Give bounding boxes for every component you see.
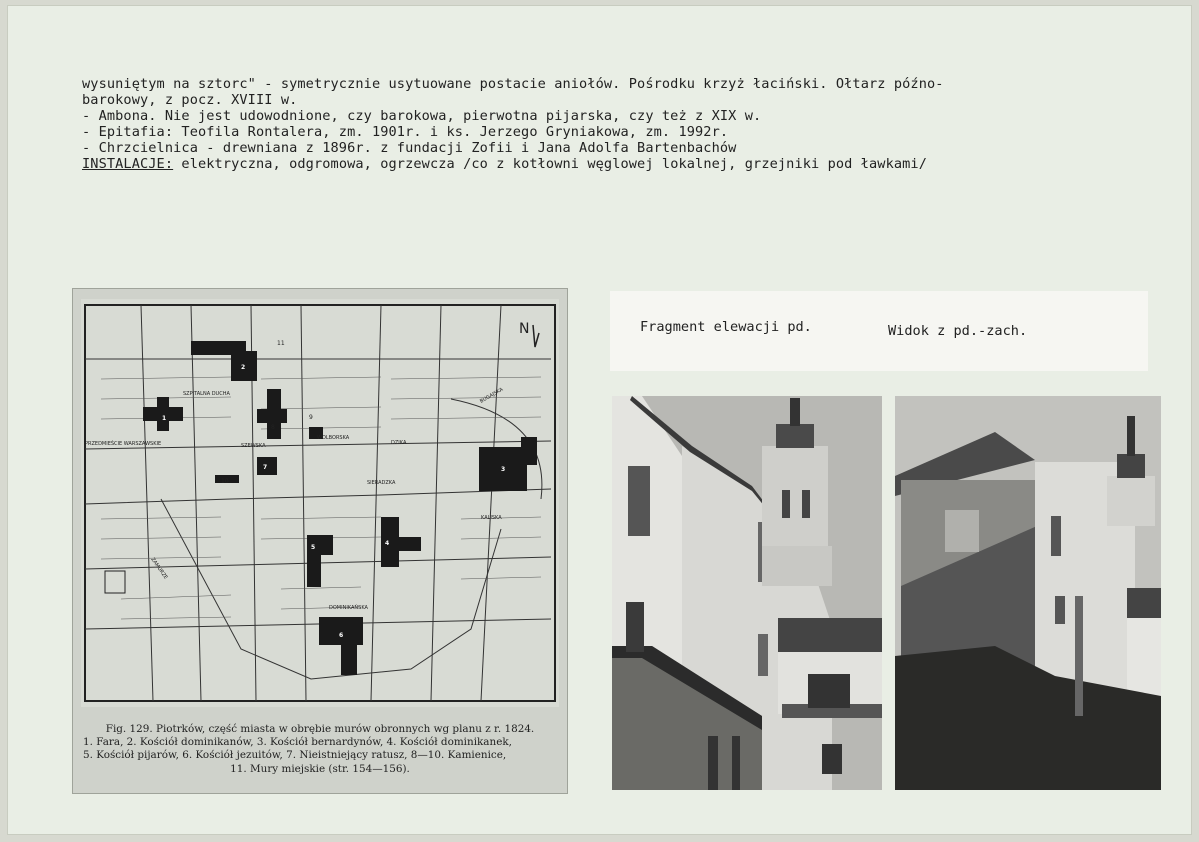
- map-number: 10: [221, 478, 229, 485]
- map-number: 5: [311, 544, 316, 551]
- map-number: 2: [241, 364, 246, 371]
- map-caption: [83, 723, 557, 776]
- document-sheet: [8, 6, 1191, 834]
- caption-line: 5. Kościół pijarów, 6. Kościół jezuitów, 7. Nieistniejący ratusz, 8—10. Kamienice,: [83, 749, 507, 762]
- map-number: 7: [263, 464, 268, 471]
- typed-text-block: [82, 76, 1162, 172]
- caption-line: Fig. 129. Piotrków, część miasta w obrębie murów obronnych wg planu z r. 1824.: [105, 723, 535, 735]
- map-number: 6: [339, 632, 344, 639]
- map-number: 8: [271, 424, 275, 431]
- street-label: BUGAJSKA: [479, 386, 505, 405]
- street-label: DZIKA: [391, 440, 407, 446]
- map-number: 11: [277, 340, 285, 347]
- map-number: 1: [162, 415, 167, 422]
- street-label: ZAMURZE: [149, 556, 169, 581]
- town-plan-map: [81, 299, 559, 707]
- north-mark: N: [519, 321, 530, 337]
- map-number: 3: [501, 466, 506, 473]
- text-line: barokowy, z pocz. XVIII w.: [82, 92, 298, 108]
- town-plan-figure: [72, 288, 568, 794]
- photo-labels-box: [610, 291, 1148, 371]
- street-label: DOMINIKAŃSKA: [329, 605, 368, 611]
- text-line: wysuniętym na sztorc" - symetrycznie usytuowane postacie aniołów. Pośrodku krzyż łaciński. Ołtarz późno-: [82, 76, 944, 92]
- text-line: - Epitafia: Teofila Rontalera, zm. 1901r. i ks. Jerzego Gryniakowa, zm. 1992r.: [82, 124, 729, 140]
- installations-text: elektryczna, odgromowa, ogrzewcza /co z kotłowni węglowej lokalnej, grzejniki pod ławkami/: [173, 156, 927, 172]
- photo-label-right: Widok z pd.-zach.: [888, 323, 1028, 339]
- map-number: 9: [309, 414, 313, 421]
- caption-line: 1. Fara, 2. Kościół dominikanów, 3. Kościół bernardynów, 4. Kościół dominikanek,: [83, 736, 512, 749]
- street-label: WOLBORSKA: [317, 435, 350, 441]
- street-label: SZEWSKA: [241, 443, 266, 449]
- text-line: - Chrzcielnica - drewniana z 1896r. z fundacji Zofii i Jana Adolfa Bartenbachów: [82, 140, 737, 156]
- installations-label: INSTALACJE:: [82, 156, 174, 172]
- text-line: - Ambona. Nie jest udowodnione, czy barokowa, pierwotna pijarska, czy też z XIX w.: [82, 108, 762, 124]
- installations-line: [82, 156, 1162, 172]
- photo-label-left: Fragment elewacji pd.: [640, 319, 812, 335]
- street-label: SIERADZKA: [367, 480, 396, 486]
- map-number: 4: [385, 540, 390, 547]
- caption-line: 11. Mury miejskie (str. 154—156).: [230, 762, 410, 775]
- street-label: SZPITALNA DUCHA: [183, 391, 230, 397]
- street-label: PRZEDMIEŚCIE WARSZAWSKIE: [85, 441, 162, 447]
- photo-south-elevation: [612, 396, 882, 790]
- street-label: KALISKA: [481, 515, 502, 521]
- photo-southwest-view: [895, 396, 1161, 790]
